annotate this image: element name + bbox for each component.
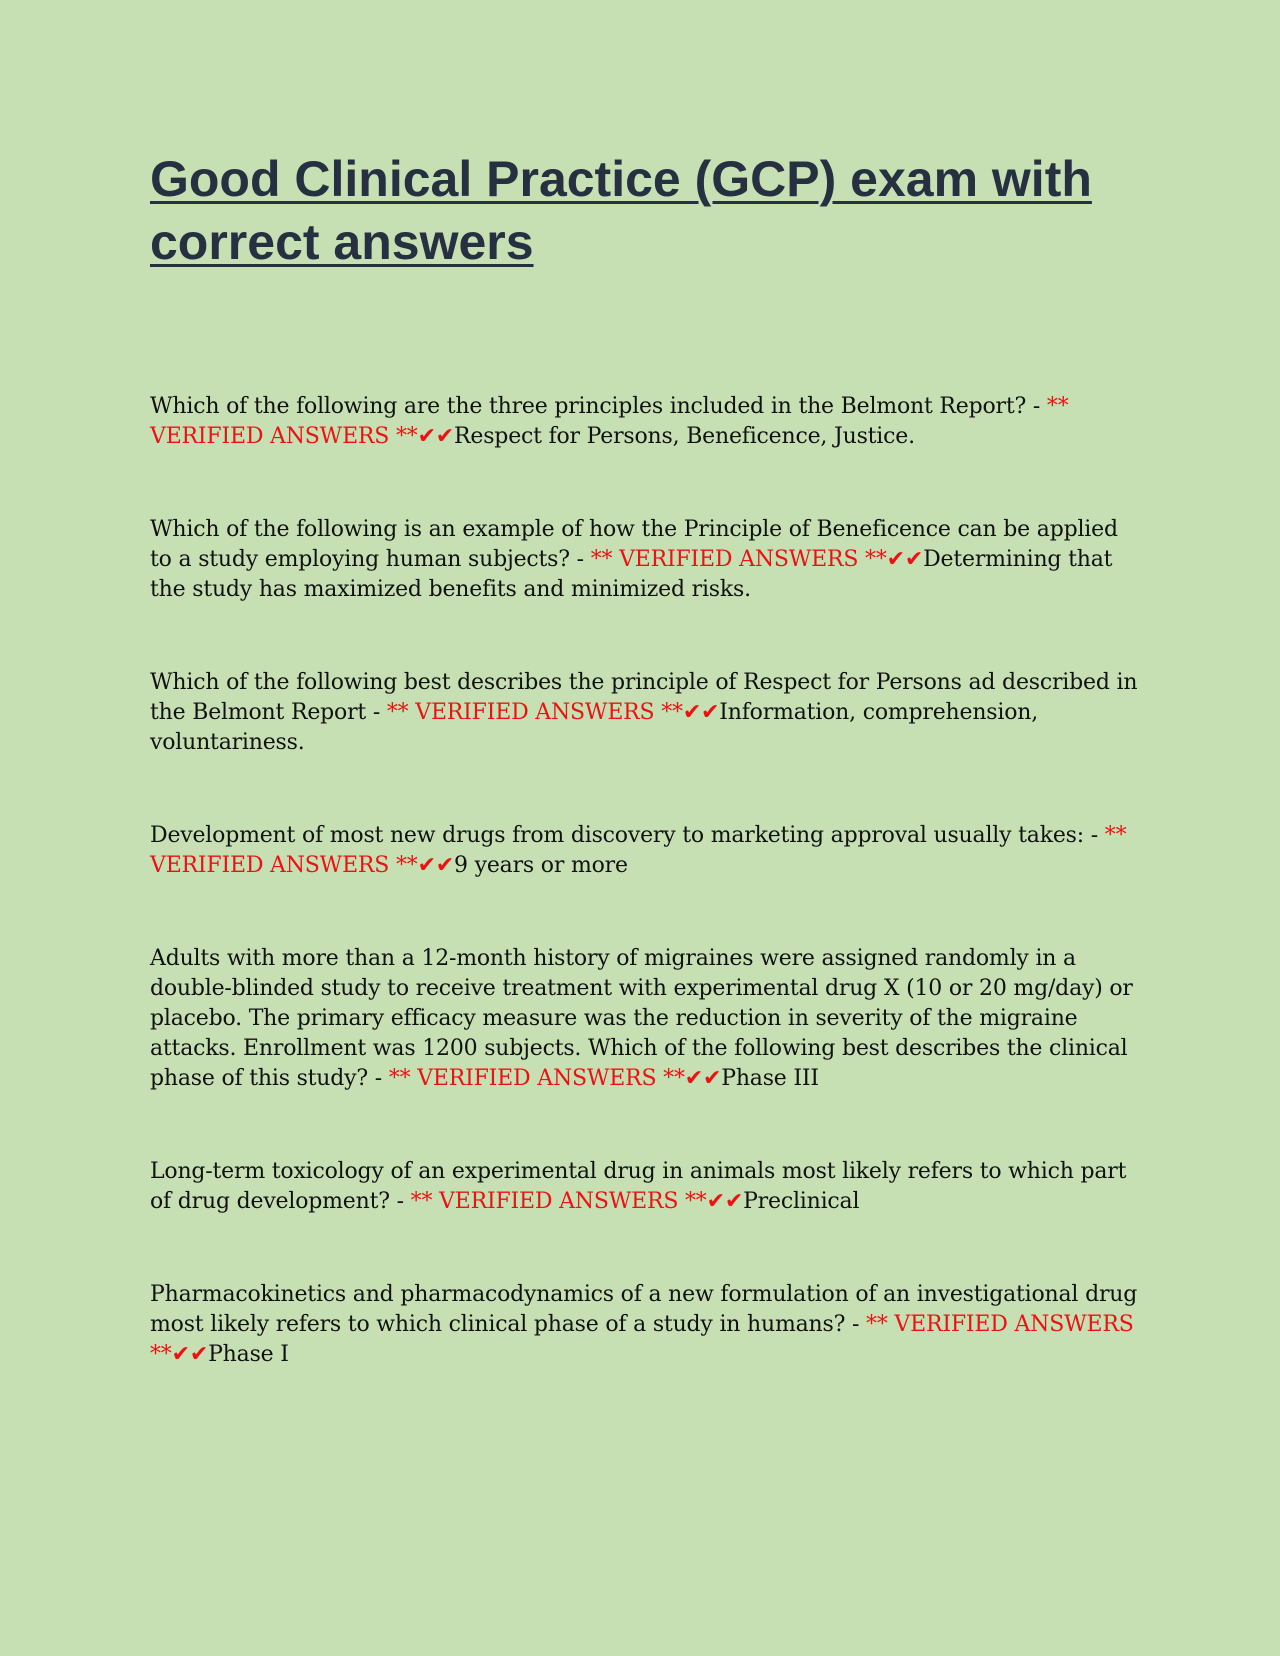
checkmark-icon: ✔✔ xyxy=(684,1066,722,1091)
verified-answers-marker: ** VERIFIED ANSWERS ** xyxy=(150,1312,1134,1367)
answer-text: Information, comprehension, voluntariness. xyxy=(150,700,1039,755)
qa-item-2 xyxy=(150,515,1140,605)
checkmark-icon: ✔✔ xyxy=(171,1342,209,1367)
checkmark-icon: ✔✔ xyxy=(886,547,924,572)
qa-item-4 xyxy=(150,821,1140,881)
verified-answers-marker: ** VERIFIED ANSWERS ** xyxy=(386,700,683,725)
qa-item-5 xyxy=(150,944,1140,1094)
qa-item-6 xyxy=(150,1157,1140,1217)
answer-text: Determining that the study has maximized benefits and minimized risks. xyxy=(150,547,1113,602)
question-text: Which of the following are the three principles included in the Belmont Report? - xyxy=(150,394,1047,419)
checkmark-icon: ✔✔ xyxy=(417,853,455,878)
question-text: Long-term toxicology of an experimental drug in animals most likely refers to which part of drug development? - xyxy=(150,1159,1127,1214)
verified-answers-marker: ** VERIFIED ANSWERS ** xyxy=(388,1066,685,1091)
verified-answers-marker: ** VERIFIED ANSWERS ** xyxy=(410,1189,707,1214)
document-page xyxy=(150,148,1140,1433)
verified-answers-marker: ** VERIFIED ANSWERS ** xyxy=(150,823,1127,878)
checkmark-icon: ✔✔ xyxy=(706,1189,744,1214)
checkmark-icon: ✔✔ xyxy=(417,424,455,449)
answer-text: Preclinical xyxy=(743,1189,860,1214)
answer-text: Respect for Persons, Beneficence, Justice. xyxy=(454,424,915,449)
question-text: Pharmacokinetics and pharmacodynamics of a new formulation of an investigational drug most likely refers to which clinical phase of a study in humans? - xyxy=(150,1282,1138,1337)
verified-answers-marker: ** VERIFIED ANSWERS ** xyxy=(150,394,1069,449)
question-text: Which of the following best describes the principle of Respect for Persons ad described in the Belmont Report - xyxy=(150,670,1138,725)
question-text: Adults with more than a 12-month history of migraines were assigned randomly in a double-blinded study to receive treatment with experimental drug X (10 or 20 mg/day) or placebo. The primary efficacy measure was the reduction in severity of the migraine attacks. Enrollment was 1200 subjects. Which of the following best describes the clinical phase of this study? - xyxy=(150,946,1133,1091)
verified-answers-marker: ** VERIFIED ANSWERS ** xyxy=(590,547,887,572)
answer-text: 9 years or more xyxy=(454,853,628,878)
qa-item-1 xyxy=(150,392,1140,452)
qa-list xyxy=(150,392,1140,1370)
qa-item-3 xyxy=(150,668,1140,758)
qa-item-7 xyxy=(150,1280,1140,1370)
answer-text: Phase I xyxy=(208,1342,289,1367)
checkmark-icon: ✔✔ xyxy=(682,700,720,725)
answer-text: Phase III xyxy=(721,1066,819,1091)
page-title: Good Clinical Practice (GCP) exam with correct answers xyxy=(150,151,1092,270)
question-text: Which of the following is an example of how the Principle of Beneficence can be applied to a study employing human subjects? - xyxy=(150,517,1118,572)
question-text: Development of most new drugs from discovery to marketing approval usually takes: - xyxy=(150,823,1105,848)
